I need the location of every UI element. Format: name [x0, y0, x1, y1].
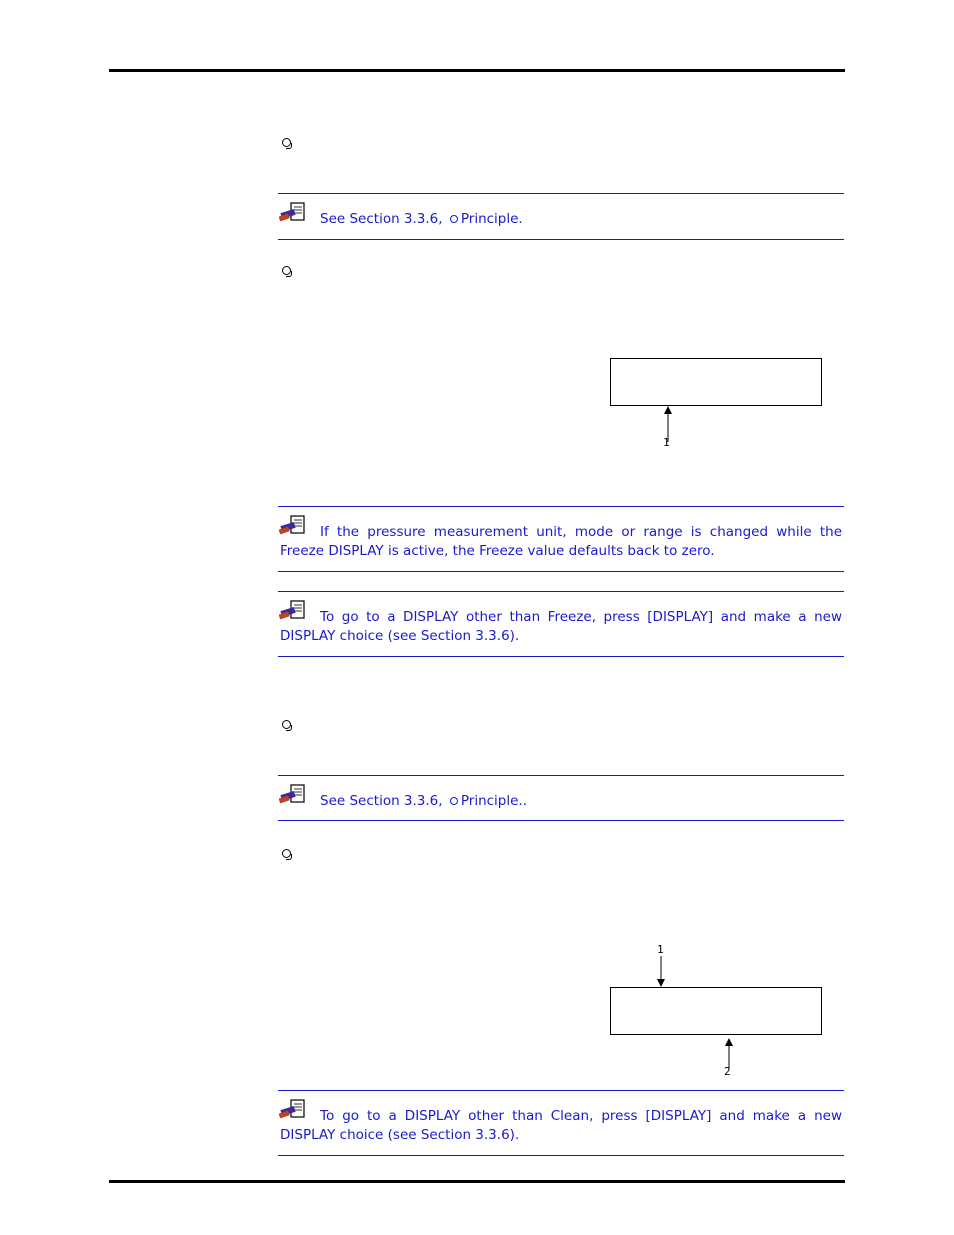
note-text: See Section 3.3.6, — [320, 211, 447, 227]
callout-label-1: 1 — [657, 943, 664, 956]
open-circle-bullet-icon — [282, 138, 291, 147]
note-ref: Principle. — [460, 211, 523, 227]
callout-label-1: 1 — [663, 436, 670, 449]
open-circle-bullet-icon — [282, 849, 291, 858]
note-ref: Principle.. — [460, 793, 528, 809]
open-circle-bullet-icon — [282, 720, 291, 729]
note-text: To go to a DISPLAY other than Clean, press [DISPLAY] and make a new DISPLAY choice (see Section 3.3.6). — [280, 1108, 842, 1143]
note-box-freeze-reset — [278, 506, 844, 572]
note-box-clean-exit — [278, 1090, 844, 1156]
note-box-freeze-exit — [278, 591, 844, 657]
note-box-principle-clean — [278, 775, 844, 821]
open-circle-icon — [450, 215, 458, 223]
clean-display-screen — [610, 987, 822, 1035]
open-circle-bullet-icon — [282, 266, 291, 275]
footer-rule — [109, 1180, 845, 1183]
note-text: If the pressure measurement unit, mode or range is changed while the Freeze DISPLAY is active, the Freeze value defaults back to zero. — [280, 524, 842, 559]
header-rule — [109, 69, 845, 72]
freeze-display-screen — [610, 358, 822, 406]
note-box-principle-freeze — [278, 193, 844, 240]
note-text: To go to a DISPLAY other than Freeze, press [DISPLAY] and make a new DISPLAY choice (see Section 3.3.6). — [280, 609, 842, 644]
callout-label-2: 2 — [724, 1065, 731, 1078]
callout-arrow-up-icon — [723, 1038, 735, 1068]
callout-arrow-down-icon — [655, 956, 667, 987]
open-circle-icon — [450, 797, 458, 805]
note-text: See Section 3.3.6, — [320, 793, 447, 809]
